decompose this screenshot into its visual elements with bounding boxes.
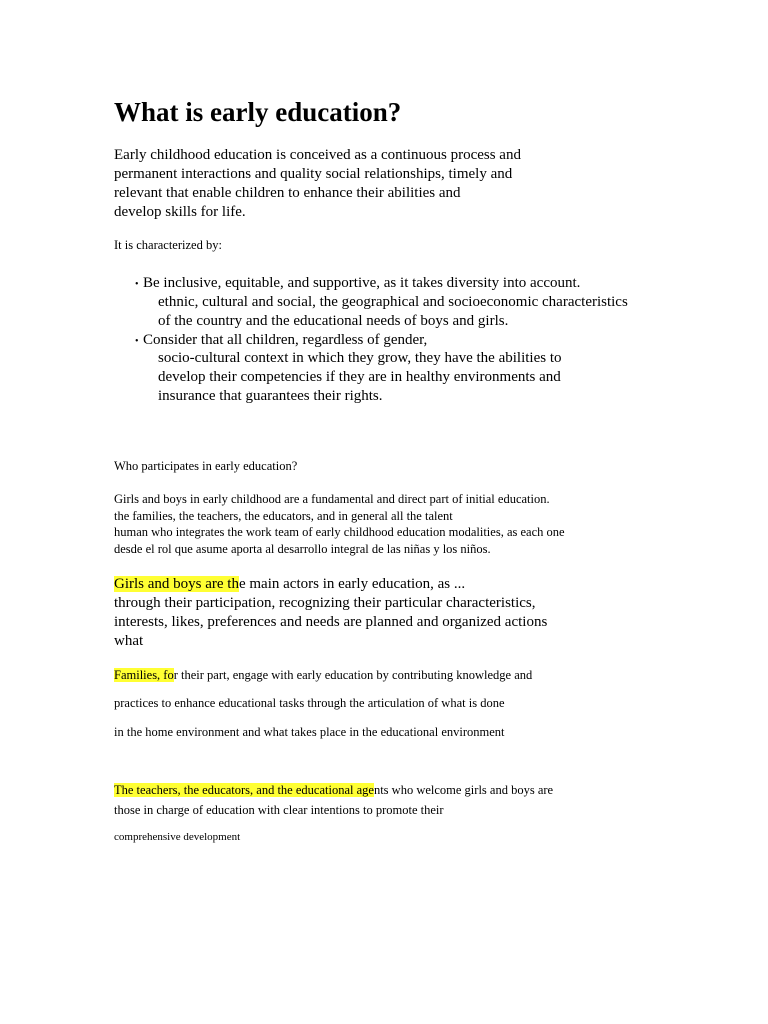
families-line-2: practices to enhance educational tasks through the articulation of what is done: [114, 696, 505, 710]
who-line-1: Girls and boys in early childhood are a fundamental and direct part of initial education.: [114, 492, 550, 506]
highlighted-text: Families, fo: [114, 668, 174, 682]
girls-first-line: [114, 575, 465, 594]
intro-line-2: permanent interactions and quality social relationships, timely and: [114, 166, 513, 182]
bullet-2-line-4: insurance that guarantees their rights.: [158, 388, 383, 404]
bullet-item-1: [135, 274, 580, 294]
girls-line-4: what: [114, 633, 144, 649]
characterized-label: It is characterized by:: [114, 238, 222, 252]
bullet-item-2: [135, 331, 427, 351]
bullet-1-first-line: Be inclusive, equitable, and supportive, as it takes diversity into account.: [143, 275, 581, 291]
teachers-first-line-rest: nts who welcome girls and boys are: [373, 783, 554, 797]
families-line-3: in the home environment and what takes place in the educational environment: [114, 725, 505, 739]
girls-first-line-rest: e main actors in early education, as ...: [238, 576, 466, 592]
who-line-4: desde el rol que asume aporta al desarrollo integral de las niñas y los niños.: [114, 542, 491, 556]
intro-line-1: Early childhood education is conceived as a continuous process and: [114, 147, 521, 163]
teachers-first-line: [114, 782, 553, 799]
teachers-line-3: comprehensive development: [114, 831, 241, 843]
bullet-1-line-3: of the country and the educational needs of boys and girls.: [158, 313, 509, 329]
girls-line-3: interests, likes, preferences and needs are planned and organized actions: [114, 614, 548, 630]
bullet-icon: •: [135, 336, 139, 347]
bullet-2-first-line: Consider that all children, regardless of gender,: [143, 332, 428, 348]
who-line-3: human who integrates the work team of early childhood education modalities, as each one: [114, 525, 565, 539]
girls-line-2: through their participation, recognizing their particular characteristics,: [114, 595, 536, 611]
bullet-1-line-2: ethnic, cultural and social, the geographical and socioeconomic characteristics: [158, 294, 628, 310]
who-line-2: the families, the teachers, the educators, and in general all the talent: [114, 509, 453, 523]
who-heading: Who participates in early education?: [114, 459, 298, 473]
families-first-line-rest: r their part, engage with early education by contributing knowledge and: [173, 668, 533, 682]
highlighted-text: Girls and boys are th: [114, 576, 239, 592]
intro-line-4: develop skills for life.: [114, 204, 246, 220]
bullet-icon: •: [135, 279, 139, 290]
teachers-line-2: those in charge of education with clear intentions to promote their: [114, 803, 444, 817]
intro-line-3: relevant that enable children to enhance their abilities and: [114, 185, 461, 201]
bullet-2-line-2: socio-cultural context in which they grow, they have the abilities to: [158, 350, 562, 366]
families-first-line: [114, 667, 532, 684]
page-title: What is early education?: [114, 97, 402, 127]
bullet-2-line-3: develop their competencies if they are in healthy environments and: [158, 369, 561, 385]
highlighted-text: The teachers, the educators, and the educational age: [114, 783, 374, 797]
